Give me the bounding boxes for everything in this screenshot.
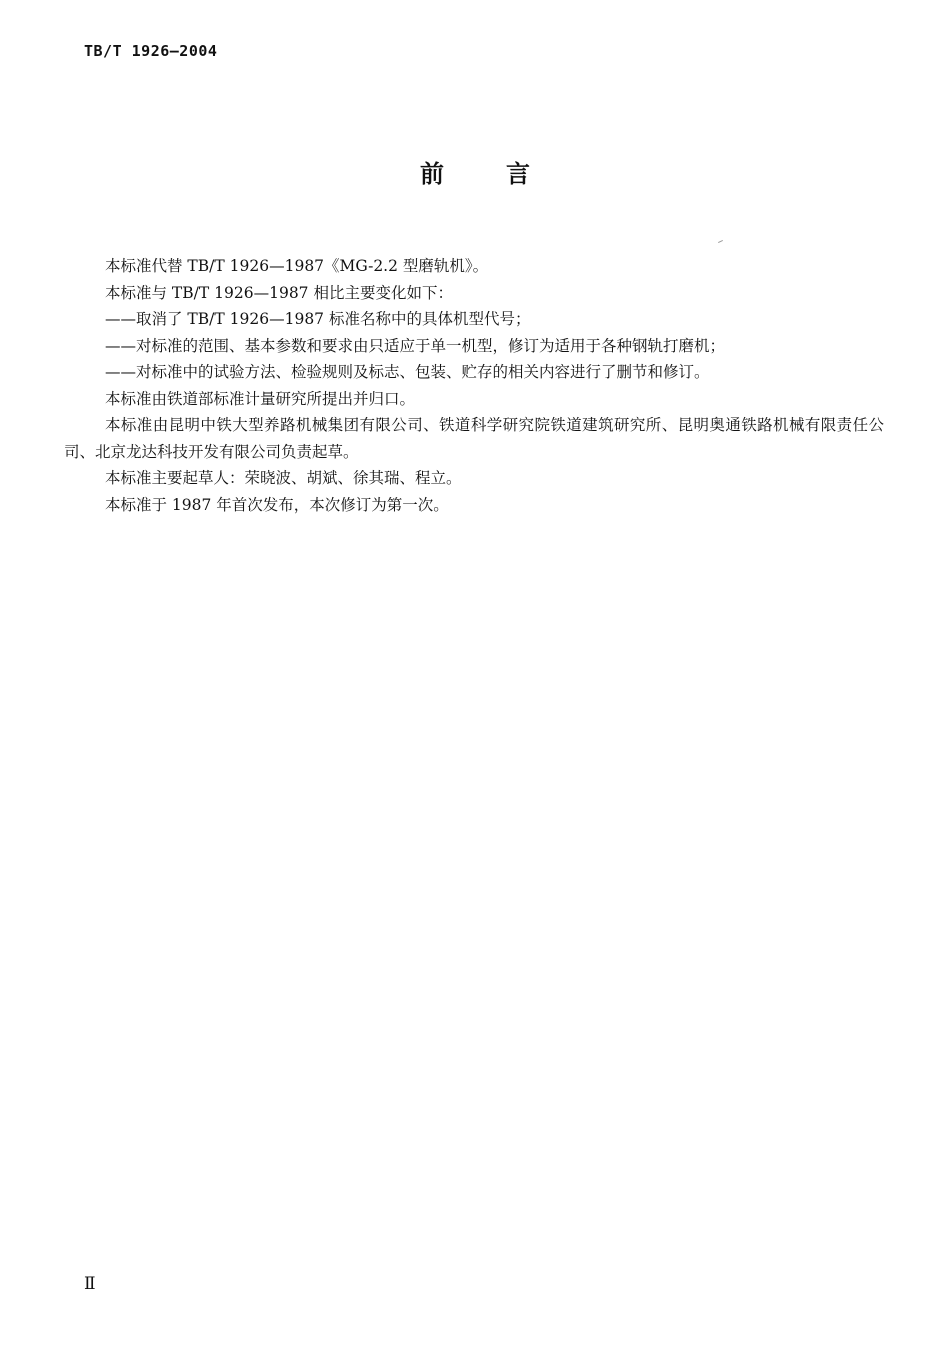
foreword-body: [64, 253, 884, 518]
paragraph-change-1: ——取消了 TB/T 1926—1987 标准名称中的具体机型代号；: [105, 310, 531, 328]
paragraph-change-2: ——对标准的范围、基本参数和要求由只适应于单一机型，修订为适用于各种钢轨打磨机；: [105, 336, 726, 355]
paragraph-history: 本标准于 1987 年首次发布，本次修订为第一次。: [105, 495, 449, 514]
paragraph-change-3: ——对标准中的试验方法、检验规则及标志、包装、贮存的相关内容进行了删节和修订。: [105, 363, 710, 381]
paragraph-replaces: 本标准代替 TB/T 1926—1987《MG-2.2 型磨轨机》。: [105, 257, 489, 275]
paragraph-proposer: 本标准由铁道部标准计量研究所提出并归口。: [105, 389, 416, 408]
paragraph-drafting-units: 本标准由昆明中铁大型养路机械集团有限公司、铁道科学研究院铁道建筑研究所、昆明奥通铁路机械有限责任公司、北京龙达科技开发有限公司负责起草。: [64, 416, 884, 461]
standard-code: TB/T 1926—2004: [84, 42, 218, 60]
page-number: Ⅱ: [84, 1274, 96, 1294]
paragraph-changes-intro: 本标准与 TB/T 1926—1987 相比主要变化如下：: [105, 283, 453, 302]
paragraph-drafters: 本标准主要起草人：荣晓波、胡斌、徐其瑞、程立。: [105, 469, 462, 487]
scan-mark: [718, 240, 723, 243]
page-title: 前言: [420, 160, 592, 188]
